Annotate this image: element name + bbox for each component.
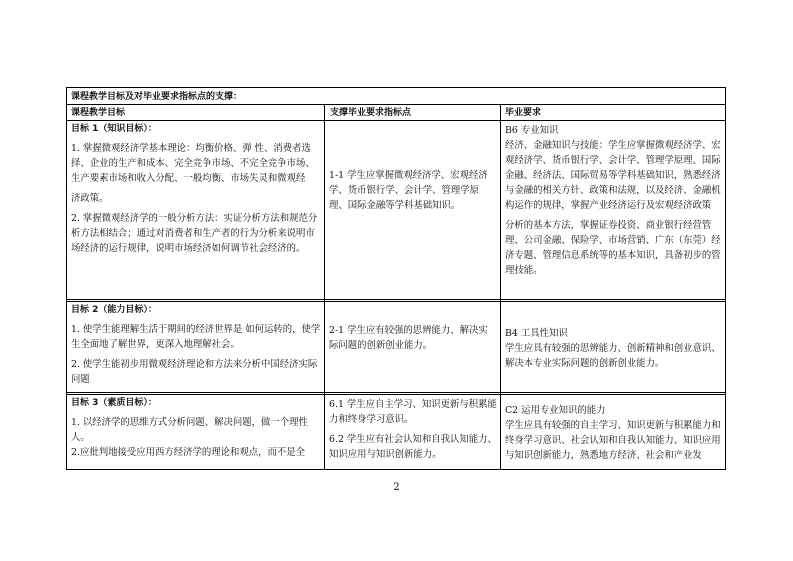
- row-divider: [67, 392, 725, 395]
- goal-1-heading: 目标 1（知识目标）：: [71, 124, 157, 134]
- goal-1-item-1-cont: 济政策。: [71, 193, 109, 204]
- goal-2-cell: [71, 304, 321, 394]
- course-objectives-table: [66, 87, 726, 470]
- goal-2-req-title: B4 工具性知识: [505, 328, 568, 339]
- goal-1-req-title: B6 专业知识: [505, 125, 559, 136]
- table-title: 课程教学目标及对毕业要求指标点的支撑：: [71, 92, 243, 102]
- column-divider: [500, 104, 501, 470]
- goal-3-item-2: 2.应批判地接受应用西方经济学的理论和观点，而不是全: [71, 447, 305, 458]
- goal-1-cell: [71, 123, 321, 299]
- goal-2-heading: 目标 2（能力目标）：: [71, 305, 157, 315]
- goal-3-cell: [71, 397, 321, 469]
- header-course-goal: 课程教学目标: [71, 108, 126, 118]
- goal-1-item-1: 1. 掌握微观经济学基本理论：均衡价格、弹 性、消费者选择、企业的生产和成本、完全竞争市场、不完全竞争市场、生产要素市场和收入分配、一般均衡、市场失灵和微观经: [71, 143, 315, 184]
- goal-3-indicator-2: 6.2 学生应有社会认知和自我认知能力、知识应用与知识创新能力。: [329, 434, 497, 460]
- goal-3-indicator-1: 6.1 学生应自主学习、知识更新与积累能力和终身学习意识。: [329, 399, 497, 425]
- goal-1-indicator: 1-1 学生应掌握微观经济学、宏观经济学、货币银行学、会计学、管理学原理、国际金融等学科基础知识。: [329, 170, 488, 211]
- goal-1-req-body-1: 经济、金融知识与技能：学生应掌握微观经济学、宏观经济学、货币银行学、会计学、管理学原理、国际金融、经济法、国际贸易等学科基础知识，熟悉经济与金融的相关方针、政策和法规，以及经济、金融机构运作的规律，掌握产业经济运行及宏观经济政策: [505, 140, 721, 211]
- goal-2-requirement: [505, 326, 723, 386]
- goal-2-req-body: 学生应具有较强的思辨能力、创新精神和创业意识、解决本专业实际问题的创新创业能力。: [505, 343, 721, 369]
- row-divider: [67, 120, 725, 121]
- goal-3-req-body: 学生应具有较强的自主学习、知识更新与积累能力和终身学习意识、社会认知和自我认知能力、知识应用与知识创新能力，熟悉地方经济、社会和产业发: [505, 420, 721, 461]
- goal-3-heading: 目标 3（素质目标）：: [71, 398, 157, 408]
- goal-2-item-2: 2. 使学生能初步用微观经济理论和方法来分析中国经济实际问题: [71, 359, 318, 385]
- goal-3-req-title: C2 运用专业知识的能力: [505, 405, 606, 416]
- goal-1-requirement: [505, 123, 723, 299]
- goal-1-req-body-2: 分析的基本方法，掌握证券投资、商业银行经营管理、公司金融、保险学、市场营销、广东（东莞）经济专题、管理信息系统等的基本知识，具备初步的管理技能。: [505, 220, 721, 276]
- page-number: 2: [393, 482, 400, 493]
- goal-2-item-1: 1. 使学生能理解生活于期间的经济世界是 如何运转的，使学生全面地了解世界，更深入地理解社会。: [71, 324, 321, 350]
- header-indicator: 支撑毕业要求指标点: [330, 108, 412, 118]
- row-divider: [67, 104, 725, 105]
- goal-2-indicator: 2-1 学生应有较强的思辨能力、解决实际问题的创新创业能力。: [329, 325, 488, 351]
- column-divider: [324, 104, 325, 470]
- header-requirement: 毕业要求: [505, 108, 542, 118]
- goal-3-indicators: [329, 397, 497, 469]
- goal-3-item-1: 1. 以经济学的思维方式分析问题、解决问题，做一个理性人。: [71, 417, 308, 443]
- goal-1-item-2: 2. 掌握微观经济学的一般分析方法：实证分析方法和规范分析方法相结合；通过对消费者和生产者的行为分析来说明市场经济的运行规律，说明市场经济如何调节社会经济的。: [71, 213, 318, 254]
- goal-3-requirement: [505, 403, 723, 469]
- row-divider: [67, 299, 725, 302]
